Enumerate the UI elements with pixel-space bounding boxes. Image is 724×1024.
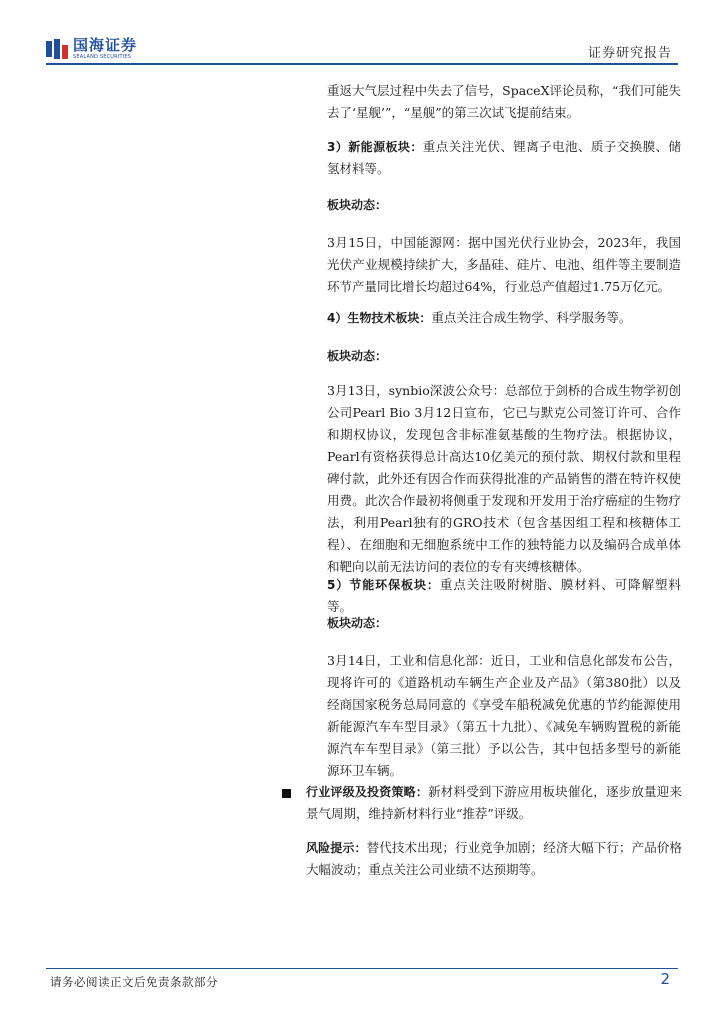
dynamics-label-1: 板块动态： bbox=[327, 198, 388, 212]
strategy-label: 行业评级及投资策略： bbox=[306, 785, 429, 799]
dynamics-label-3: 板块动态： bbox=[327, 616, 388, 630]
section-new-energy bbox=[327, 136, 681, 180]
company-logo bbox=[46, 38, 137, 60]
logo-icon bbox=[46, 39, 68, 59]
section-4-title: 4）生物技术板块： bbox=[327, 311, 432, 325]
logo-en-text: SEALAND SECURITIES bbox=[73, 54, 132, 60]
dynamics-label-2: 板块动态： bbox=[327, 349, 388, 363]
report-type-label: 证券研究报告 bbox=[587, 46, 672, 61]
strategy-block bbox=[282, 781, 682, 825]
spacex-paragraph bbox=[327, 80, 681, 124]
logo-cn-text: 国海证券 bbox=[73, 36, 138, 54]
footer-divider bbox=[46, 968, 678, 969]
section-3-text: 重点关注光伏、锂离子电池、质子交换膜、储氢材料等。 bbox=[327, 139, 681, 176]
dynamics-heading-3 bbox=[327, 612, 681, 634]
risk-label: 风险提示： bbox=[306, 841, 367, 855]
page-number: 2 bbox=[660, 970, 670, 988]
section-4-news-text: 3月13日，synbio深波公众号：总部位于剑桥的合成生物学初创公司Pearl Bio 3月12日宣布，它已与默克公司签订许可、合作和期权协议，发现包含非标准氨基酸的生物疗法。根据协议，Pearl有资格获得总计高达10亿美元的预付款、期权付款和里程碑付款，此外还有因合作而获得批准的产品销售的潜在特许权使用费。此次合作最初将侧重于发现和开发用于治疗癌症的生物疗法，利用Pearl独有的GRO技术（包含基因组工程和核糖体工程）、在细胞和无细胞系统中工作的独特能力以及编码合成单体和靶向以前无法访问的表位的专有夹缚核糖体。 bbox=[327, 383, 681, 574]
section-5-title: 5）节能环保板块： bbox=[327, 578, 440, 592]
section-3-news bbox=[327, 232, 681, 298]
section-5-text: 重点关注吸附树脂、膜材料、可降解塑料等。 bbox=[327, 577, 681, 614]
section-biotech bbox=[327, 307, 681, 329]
spacex-text: 重返大气层过程中失去了信号，SpaceX评论员称，“我们可能失去了‘星舰’”，“星舰”的第三次试飞提前结束。 bbox=[327, 83, 681, 120]
section-4-news bbox=[327, 380, 681, 578]
strategy-text: 新材料受到下游应用板块催化，逐步放量迎来景气周期，维持新材料行业“推荐”评级。 bbox=[306, 784, 682, 821]
section-4-text: 重点关注合成生物学、科学服务等。 bbox=[431, 310, 632, 325]
section-5-news-text: 3月14日，工业和信息化部：近日，工业和信息化部发布公告，现将许可的《道路机动车辆生产企业及产品》（第380批）以及经商国家税务总局同意的《享受车船税减免优惠的节约能源使用新能源汽车车型目录》（第五十九批）、《减免车辆购置税的新能源汽车车型目录》（第三批）予以公告，其中包括多型号的新能源环卫车辆。 bbox=[327, 653, 681, 778]
dynamics-heading-1 bbox=[327, 194, 681, 216]
page-header bbox=[0, 0, 724, 64]
header-divider bbox=[46, 63, 678, 65]
section-3-news-text: 3月15日，中国能源网：据中国光伏行业协会，2023年，我国光伏产业规模持续扩大，多晶硅、硅片、电池、组件等主要制造环节产量同比增长均超过64%，行业总产值超过1.75万亿元。 bbox=[327, 235, 681, 294]
risk-block bbox=[282, 837, 682, 881]
risk-text: 替代技术出现；行业竞争加剧；经济大幅下行；产品价格大幅波动；重点关注公司业绩不达预期等。 bbox=[306, 840, 682, 877]
section-5-news bbox=[327, 650, 681, 782]
section-3-title: 3）新能源板块： bbox=[327, 140, 423, 154]
dynamics-heading-2 bbox=[327, 345, 681, 367]
footer-disclaimer: 请务必阅读正文后免责条款部分 bbox=[50, 975, 218, 989]
